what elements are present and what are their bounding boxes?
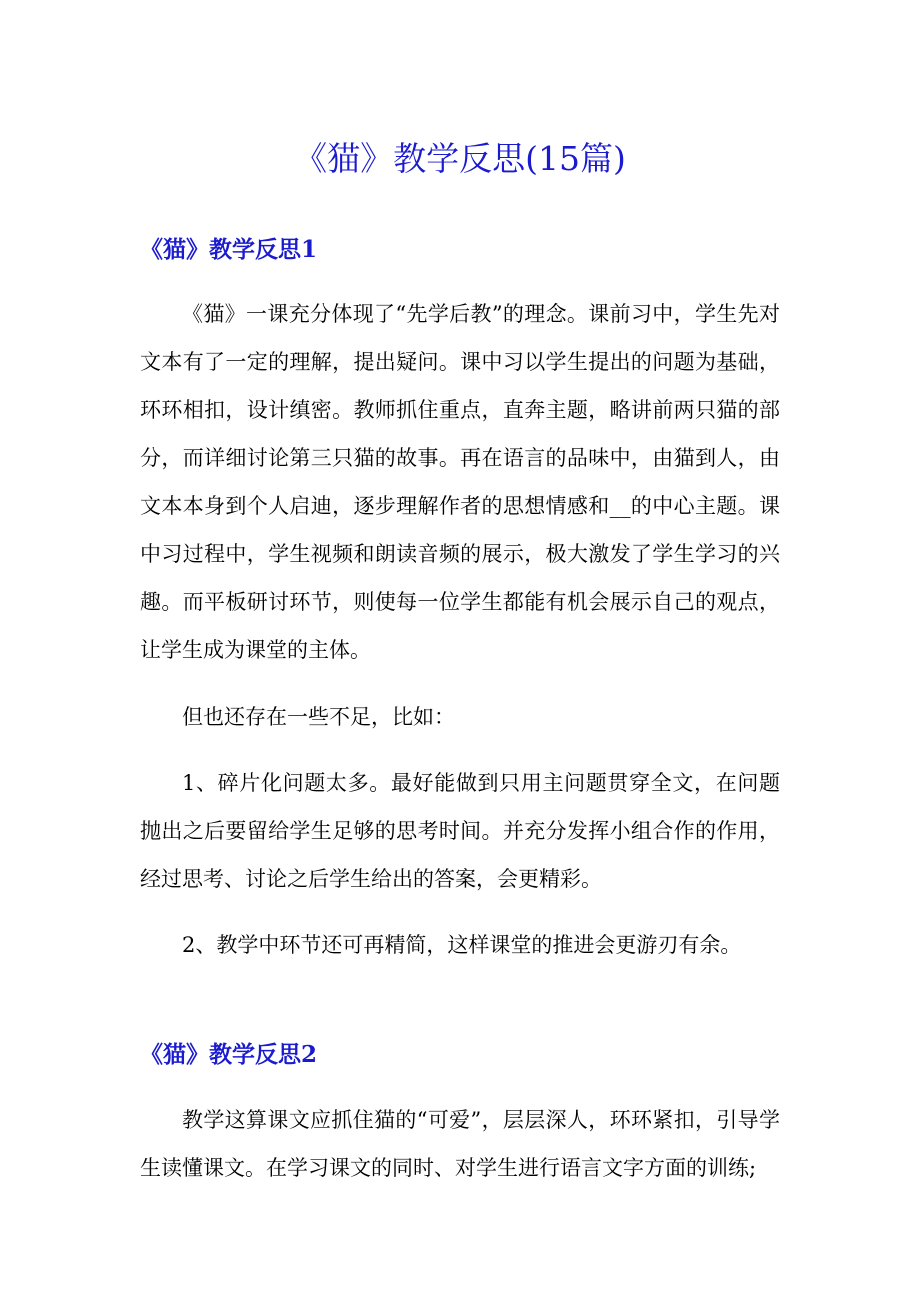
- section-1-paragraph-4: 2、教学中环节还可再精简，这样课堂的推进会更游刃有余。: [182, 933, 742, 957]
- section-1-paragraph-3: 1、碎片化问题太多。最好能做到只用主问题贯穿全文，在问题抛出之后要留给学生足够的思考时间。并充分发挥小组合作的作用，经过思考、讨论之后学生给出的答案，会更精彩。: [140, 771, 780, 891]
- section-heading-2: 《猫》教学反思2: [140, 1041, 318, 1068]
- document-title: 《猫》教学反思(15篇): [294, 139, 626, 178]
- section-2-paragraph-1: 教学这算课文应抓住猫的“可爱”，层层深人，环环紧扣，引导学生读懂课文。在学习课文的同时、对学生进行语言文字方面的训练;: [140, 1108, 780, 1180]
- section-1-paragraph-2: 但也还存在一些不足，比如：: [182, 705, 455, 729]
- section-1-paragraph-1: 《猫》一课充分体现了“先学后教”的理念。课前习中，学生先对文本有了一定的理解，提出疑问。课中习以学生提出的问题为基础，环环相扣，设计缜密。教师抓住重点，直奔主题，略讲前两只猫的部分，而详细讨论第三只猫的故事。再在语言的品味中，由猫到人，由文本本身到个人启迪，逐步理解作者的思想情感和__的中心主题。课中习过程中，学生视频和朗读音频的展示，极大激发了学生学习的兴趣。而平板研讨环节，则使每一位学生都能有机会展示自己的观点，让学生成为课堂的主体。: [140, 302, 780, 662]
- section-heading-1: 《猫》教学反思1: [140, 236, 318, 263]
